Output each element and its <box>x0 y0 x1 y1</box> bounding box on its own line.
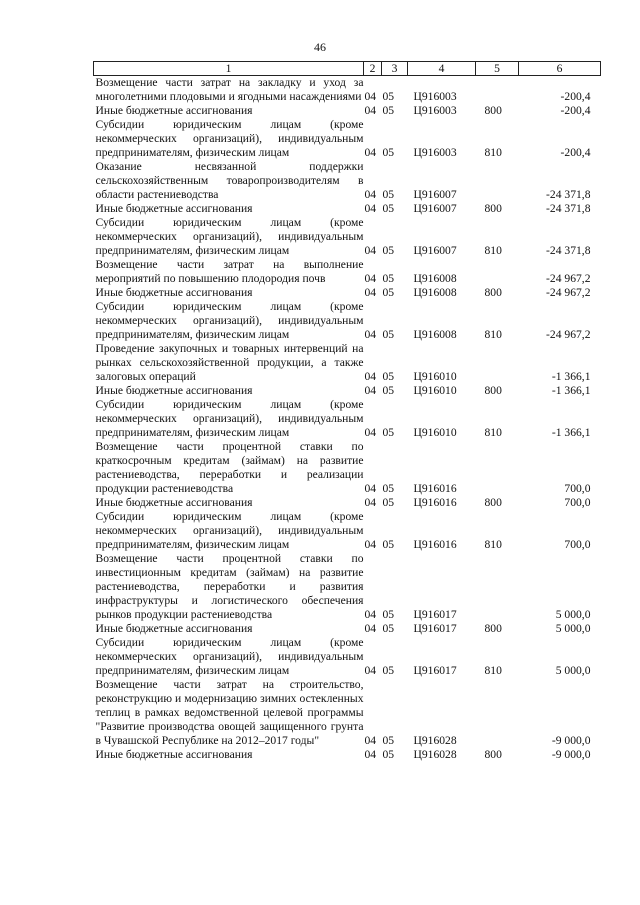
row-name: Иные бюджетные ассигнования <box>95 384 253 397</box>
row-expense-type <box>476 160 519 202</box>
row-target-code: Ц916003 <box>413 90 457 103</box>
row-name: Иные бюджетные ассигнования <box>95 622 253 635</box>
header-col-2: 2 <box>364 62 382 76</box>
row-expense-type: 810 <box>484 426 502 439</box>
row-expense-type: 800 <box>484 104 502 117</box>
row-section: 04 <box>364 496 377 509</box>
row-target-code: Ц916010 <box>413 370 457 383</box>
row-section: 04 <box>364 384 377 397</box>
row-name: Иные бюджетные ассигнования <box>95 748 253 761</box>
row-expense-type <box>476 552 519 622</box>
row-amount: -24 371,8 <box>546 188 591 201</box>
row-name: Субсидии юридическим лицам (кроме некоммерческих организаций), индивидуальным предпринимателям, физическим лицам <box>95 216 364 257</box>
row-subsection: 05 <box>382 608 395 621</box>
row-subsection: 05 <box>382 538 395 551</box>
row-subsection: 05 <box>382 146 395 159</box>
table-row <box>94 258 601 286</box>
row-target-code: Ц916017 <box>413 608 457 621</box>
row-subsection: 05 <box>382 272 395 285</box>
row-expense-type: 810 <box>484 538 502 551</box>
row-name: Субсидии юридическим лицам (кроме некоммерческих организаций), индивидуальным предпринимателям, физическим лицам <box>95 510 364 551</box>
row-target-code: Ц916028 <box>413 748 457 761</box>
row-subsection: 05 <box>382 188 395 201</box>
table-row <box>94 160 601 202</box>
header-col-6: 6 <box>519 62 601 76</box>
row-amount: 5 000,0 <box>555 664 591 677</box>
row-amount: -1 366,1 <box>551 426 591 439</box>
row-amount: -9 000,0 <box>551 748 591 761</box>
row-amount: 700,0 <box>564 538 591 551</box>
table-row <box>94 202 601 216</box>
row-subsection: 05 <box>382 664 395 677</box>
row-name: Возмещение части затрат на выполнение мероприятий по повышению плодородия почв <box>95 258 364 285</box>
page-number: 46 <box>314 40 326 54</box>
row-expense-type: 800 <box>484 384 502 397</box>
header-col-5: 5 <box>476 62 519 76</box>
row-amount: -24 967,2 <box>546 328 591 341</box>
row-subsection: 05 <box>382 496 395 509</box>
row-expense-type <box>476 76 519 105</box>
table-row <box>94 398 601 440</box>
row-expense-type: 810 <box>484 328 502 341</box>
row-expense-type: 800 <box>484 202 502 215</box>
row-section: 04 <box>364 482 377 495</box>
row-section: 04 <box>364 622 377 635</box>
row-amount: -24 967,2 <box>546 286 591 299</box>
row-expense-type: 810 <box>484 146 502 159</box>
header-col-3: 3 <box>382 62 408 76</box>
row-target-code: Ц916017 <box>413 664 457 677</box>
row-name: Иные бюджетные ассигнования <box>95 104 253 117</box>
table-row <box>94 440 601 496</box>
row-amount: -9 000,0 <box>551 734 591 747</box>
header-col-1: 1 <box>94 62 364 76</box>
row-amount: 5 000,0 <box>555 622 591 635</box>
row-section: 04 <box>364 272 377 285</box>
row-target-code: Ц916007 <box>413 188 457 201</box>
row-target-code: Ц916010 <box>413 384 457 397</box>
row-subsection: 05 <box>382 202 395 215</box>
row-target-code: Ц916008 <box>413 328 457 341</box>
row-amount: -1 366,1 <box>551 384 591 397</box>
row-amount: -200,4 <box>560 104 591 117</box>
row-subsection: 05 <box>382 286 395 299</box>
row-expense-type <box>476 440 519 496</box>
row-section: 04 <box>364 244 377 257</box>
row-amount: 700,0 <box>564 482 591 495</box>
table-row <box>94 300 601 342</box>
row-amount: -200,4 <box>560 90 591 103</box>
table-row <box>94 678 601 748</box>
table-row <box>94 636 601 678</box>
row-target-code: Ц916007 <box>413 244 457 257</box>
row-name: Иные бюджетные ассигнования <box>95 496 253 509</box>
table-row <box>94 342 601 384</box>
row-expense-type <box>476 342 519 384</box>
table-row <box>94 104 601 118</box>
row-amount: -200,4 <box>560 146 591 159</box>
row-section: 04 <box>364 146 377 159</box>
row-expense-type: 800 <box>484 496 502 509</box>
row-subsection: 05 <box>382 482 395 495</box>
row-target-code: Ц916008 <box>413 272 457 285</box>
row-target-code: Ц916010 <box>413 426 457 439</box>
row-section: 04 <box>364 104 377 117</box>
row-amount: 700,0 <box>564 496 591 509</box>
row-section: 04 <box>364 328 377 341</box>
row-amount: -24 967,2 <box>546 272 591 285</box>
row-target-code: Ц916028 <box>413 734 457 747</box>
table-row <box>94 76 601 105</box>
row-name: Субсидии юридическим лицам (кроме некоммерческих организаций), индивидуальным предпринимателям, физическим лицам <box>95 636 364 677</box>
row-name: Возмещение части процентной ставки по инвестиционным кредитам (займам) на развитие растениеводства, переработки и развития инфраструктуры и логистического обеспечения рынков продукции растениеводства <box>95 552 364 621</box>
table-row <box>94 622 601 636</box>
table-row <box>94 510 601 552</box>
row-expense-type: 800 <box>484 748 502 761</box>
row-expense-type: 800 <box>484 622 502 635</box>
row-subsection: 05 <box>382 104 395 117</box>
table-row <box>94 216 601 258</box>
row-subsection: 05 <box>382 734 395 747</box>
table-row <box>94 496 601 510</box>
row-section: 04 <box>364 286 377 299</box>
table-body <box>94 76 601 763</box>
row-section: 04 <box>364 202 377 215</box>
row-name: Иные бюджетные ассигнования <box>95 202 253 215</box>
table-row <box>94 118 601 160</box>
row-target-code: Ц916007 <box>413 202 457 215</box>
row-expense-type <box>476 258 519 286</box>
row-name: Субсидии юридическим лицам (кроме некоммерческих организаций), индивидуальным предпринимателям, физическим лицам <box>95 300 364 341</box>
row-subsection: 05 <box>382 328 395 341</box>
header-col-4: 4 <box>408 62 476 76</box>
row-section: 04 <box>364 608 377 621</box>
row-subsection: 05 <box>382 748 395 761</box>
row-subsection: 05 <box>382 244 395 257</box>
row-target-code: Ц916008 <box>413 286 457 299</box>
row-name: Проведение закупочных и товарных интервенций на рынках сельскохозяйственной продукции, а также залоговых операций <box>95 342 364 383</box>
row-expense-type: 810 <box>484 664 502 677</box>
row-expense-type <box>476 678 519 748</box>
row-subsection: 05 <box>382 384 395 397</box>
row-target-code: Ц916016 <box>413 538 457 551</box>
row-section: 04 <box>364 748 377 761</box>
row-target-code: Ц916017 <box>413 622 457 635</box>
row-amount: 5 000,0 <box>555 608 591 621</box>
row-subsection: 05 <box>382 90 395 103</box>
row-name: Субсидии юридическим лицам (кроме некоммерческих организаций), индивидуальным предпринимателям, физическим лицам <box>95 118 364 159</box>
row-target-code: Ц916016 <box>413 482 457 495</box>
row-subsection: 05 <box>382 622 395 635</box>
row-amount: -24 371,8 <box>546 244 591 257</box>
row-section: 04 <box>364 426 377 439</box>
row-name: Иные бюджетные ассигнования <box>95 286 253 299</box>
row-name: Возмещение части процентной ставки по краткосрочным кредитам (займам) на развитие растениеводства, переработки и реализации продукции растениеводства <box>95 440 364 495</box>
row-section: 04 <box>364 188 377 201</box>
row-amount: -1 366,1 <box>551 370 591 383</box>
row-expense-type: 800 <box>484 286 502 299</box>
row-target-code: Ц916016 <box>413 496 457 509</box>
row-section: 04 <box>364 538 377 551</box>
row-section: 04 <box>364 734 377 747</box>
table-row <box>94 748 601 762</box>
row-name: Возмещение части затрат на закладку и уход за многолетними плодовыми и ягодными насаждениями <box>95 76 364 103</box>
row-name: Оказание несвязанной поддержки сельскохозяйственным товаропроизводителям в области растениеводства <box>95 160 364 201</box>
row-amount: -24 371,8 <box>546 202 591 215</box>
row-target-code: Ц916003 <box>413 104 457 117</box>
row-name: Возмещение части затрат на строительство, реконструкцию и модернизацию зимних остекленных теплиц в рамках ведомственной целевой программы "Развитие производства овощей защищенного грунта в Чувашской Республике на 2012–2017 годы" <box>95 678 364 747</box>
table-row <box>94 286 601 300</box>
table-row <box>94 552 601 622</box>
table-row <box>94 384 601 398</box>
row-section: 04 <box>364 90 377 103</box>
row-section: 04 <box>364 664 377 677</box>
row-section: 04 <box>364 370 377 383</box>
row-expense-type: 810 <box>484 244 502 257</box>
table-header-row <box>94 62 601 76</box>
row-name: Субсидии юридическим лицам (кроме некоммерческих организаций), индивидуальным предпринимателям, физическим лицам <box>95 398 364 439</box>
row-subsection: 05 <box>382 370 395 383</box>
row-subsection: 05 <box>382 426 395 439</box>
budget-table <box>93 61 601 762</box>
row-target-code: Ц916003 <box>413 146 457 159</box>
